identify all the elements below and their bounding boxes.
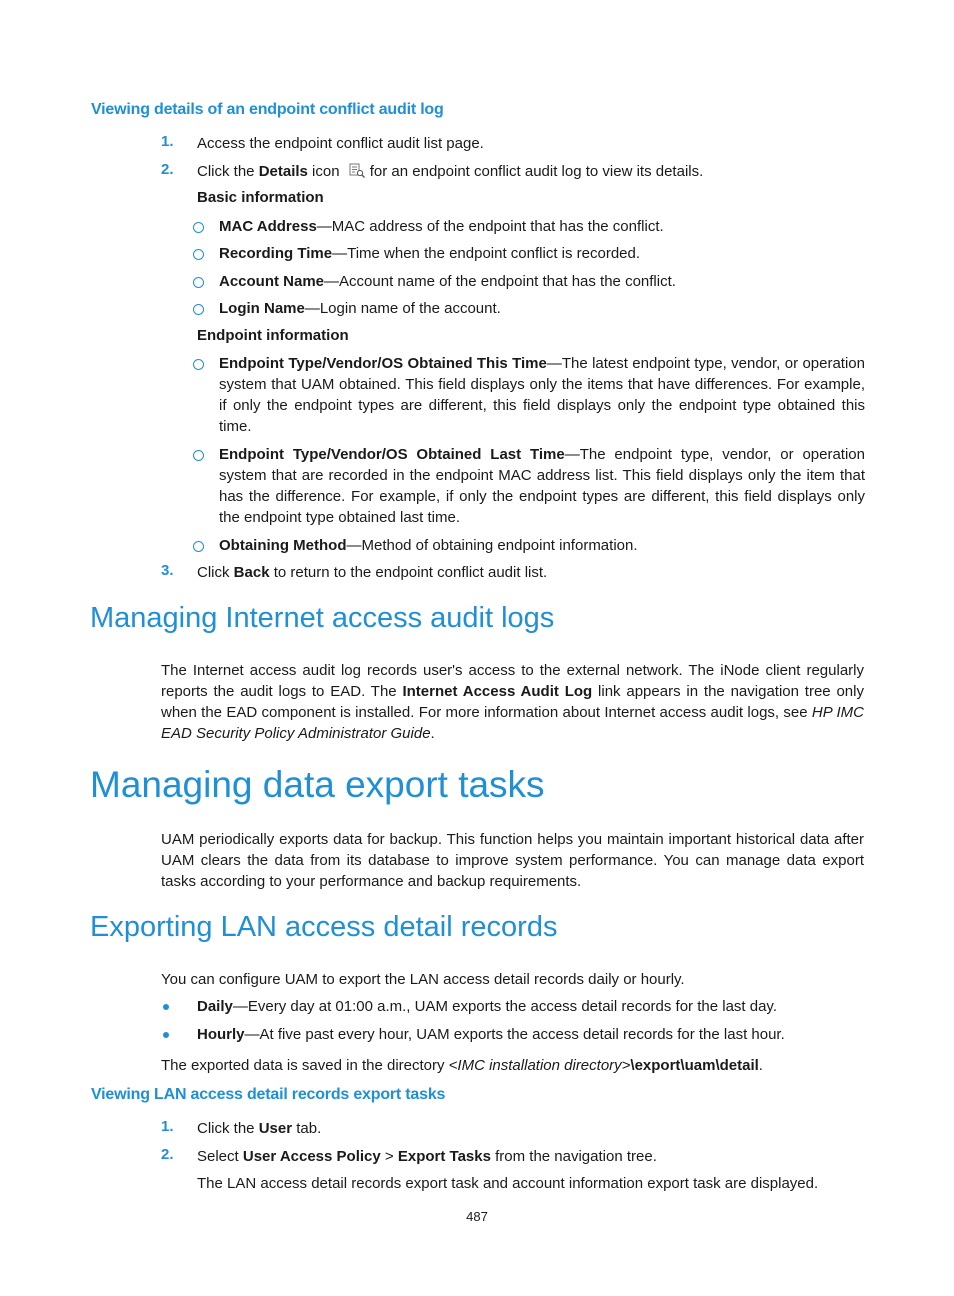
list-item: Endpoint Type/Vendor/OS Obtained This Time—The latest endpoint type, vendor, or operation system that UAM obtained. This field displays only the items that have differences. For example, if only the endpoint types are different, this field displays only the endpoint type obtained this time. — [219, 355, 865, 435]
step-number: 3. — [161, 562, 174, 579]
list-item: Daily—Every day at 01:00 a.m., UAM exports the access detail records for the last day. — [197, 998, 777, 1015]
bullet-dot-icon — [163, 1004, 169, 1010]
list-item: Login Name—Login name of the account. — [219, 300, 501, 317]
page-number: 487 — [466, 1209, 488, 1224]
step-number: 1. — [161, 1118, 174, 1135]
circle-bullet-icon — [193, 450, 204, 461]
step-note: The LAN access detail records export task and account information export task are displayed. — [197, 1175, 819, 1192]
circle-bullet-icon — [193, 222, 204, 233]
section-heading-endpoint-conflict: Viewing details of an endpoint conflict audit log — [91, 101, 444, 118]
list-item: Account Name—Account name of the endpoint that has the conflict. — [219, 273, 676, 290]
bullet-dot-icon — [163, 1032, 169, 1038]
list-item: Endpoint Type/Vendor/OS Obtained Last Time—The endpoint type, vendor, or operation system that are recorded in the endpoint MAC address list. This field displays only the item that has the difference. For example, if only the endpoint types are different, this field displays only the endpoint type obtained last time. — [219, 446, 865, 526]
paragraph: The Internet access audit log records user's access to the external network. The iNode client regularly reports the audit logs to EAD. The Internet Access Audit Log link appears in the navigation tree only when the EAD component is installed. For more information about Internet access audit logs, see HP IMC EAD Security Policy Administrator Guide. — [161, 662, 864, 742]
step-number: 2. — [161, 1146, 174, 1163]
step-text: Click Back to return to the endpoint conflict audit list. — [197, 564, 548, 581]
section-heading-lan-export: Exporting LAN access detail records — [90, 911, 558, 943]
list-item: Recording Time—Time when the endpoint conflict is recorded. — [219, 245, 641, 262]
paragraph: The exported data is saved in the directory <IMC installation directory>\export\uam\detail. — [161, 1057, 763, 1074]
basic-information-label: Basic information — [197, 189, 324, 206]
circle-bullet-icon — [193, 304, 204, 315]
paragraph: You can configure UAM to export the LAN access detail records daily or hourly. — [161, 971, 685, 988]
step-number: 2. — [161, 161, 174, 178]
circle-bullet-icon — [193, 541, 204, 552]
step-text: Select User Access Policy > Export Tasks from the navigation tree. — [197, 1148, 657, 1165]
circle-bullet-icon — [193, 249, 204, 260]
step-text: Click the User tab. — [197, 1120, 322, 1137]
paragraph: UAM periodically exports data for backup. This function helps you maintain important historical data after UAM clears the data from its database to improve system performance. You can manage data export tasks according to your performance and backup requirements. — [161, 831, 864, 890]
step-text: Click the Details icon for an endpoint conflict audit log to view its details. — [197, 163, 704, 180]
list-item: Obtaining Method—Method of obtaining endpoint information. — [219, 537, 638, 554]
details-list-icon — [348, 163, 366, 178]
endpoint-information-label: Endpoint information — [197, 327, 349, 344]
step-number: 1. — [161, 133, 174, 150]
circle-bullet-icon — [193, 277, 204, 288]
list-item: Hourly—At five past every hour, UAM exports the access detail records for the last hour. — [197, 1026, 785, 1043]
chapter-heading-data-export: Managing data export tasks — [90, 764, 545, 805]
circle-bullet-icon — [193, 359, 204, 370]
list-item: MAC Address—MAC address of the endpoint that has the conflict. — [219, 218, 664, 235]
section-heading-internet-access: Managing Internet access audit logs — [90, 602, 555, 634]
step-text: Access the endpoint conflict audit list page. — [197, 135, 484, 152]
section-heading-view-export-tasks: Viewing LAN access detail records export tasks — [91, 1086, 446, 1103]
